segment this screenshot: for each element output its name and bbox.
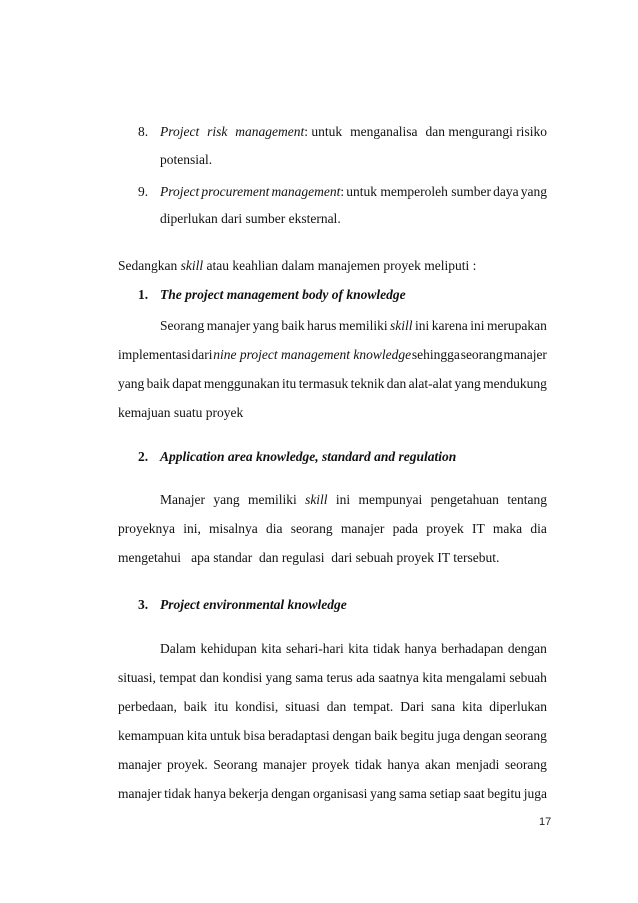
word: dengan [332, 728, 372, 743]
list-item-9-line1 [138, 184, 547, 200]
word: sehingga [411, 347, 460, 362]
word: dapat [172, 376, 202, 391]
italic-term: management [235, 124, 305, 139]
word: tidak [354, 757, 382, 772]
word: bisa [243, 728, 266, 743]
word: ini, [183, 521, 201, 536]
word: manajer [206, 318, 251, 333]
word: Manajer [160, 492, 205, 507]
word: baik [183, 699, 208, 714]
word: akan [425, 757, 451, 772]
word: hanya [193, 786, 227, 801]
text-fragment: atau keahlian dalam manajemen proyek meliputi : [203, 258, 477, 273]
word: merupakan [486, 318, 547, 333]
section-number: 3. [138, 597, 149, 612]
list-number: 9. [138, 184, 149, 199]
word: yang [454, 376, 481, 391]
section-2-heading [138, 449, 456, 465]
section-3-para-line3 [118, 699, 547, 715]
word: menjadi [455, 757, 500, 772]
italic-term: procurement [201, 184, 270, 199]
word: saat [463, 786, 485, 801]
word: setiap [429, 786, 461, 801]
section-1-heading [138, 287, 406, 303]
word: kehidupan [200, 641, 257, 656]
section-1-para-line2 [118, 347, 547, 363]
word: mengalami [446, 670, 506, 685]
section-number: 1. [138, 287, 149, 302]
word: proyek [426, 521, 464, 536]
word: manajer [118, 786, 162, 801]
word: begitu [400, 728, 435, 743]
word: Dari [400, 699, 425, 714]
word: manajer [340, 521, 385, 536]
text-fragment: menganalisa [350, 124, 418, 139]
word: misalnya [209, 521, 258, 536]
word: saatnya [378, 670, 419, 685]
word: ini [335, 492, 351, 507]
word: proyeknya [118, 521, 175, 536]
italic-term: Project [160, 124, 200, 139]
word: memiliki [247, 492, 297, 507]
word: Seorang [213, 757, 258, 772]
word: Seorang [160, 318, 205, 333]
italic-term: skill [180, 258, 204, 273]
word: baik [146, 376, 170, 391]
word: perbedaan, [118, 699, 177, 714]
word: hanya [387, 757, 420, 772]
word: proyek [311, 757, 350, 772]
word: terus [326, 670, 353, 685]
word: sebuah [509, 670, 547, 685]
word: yang [118, 376, 145, 391]
section-3-para-line4 [118, 728, 547, 744]
word: sana [431, 699, 456, 714]
word: harus [307, 318, 337, 333]
word: bekerja [228, 786, 269, 801]
section-1-para-line4: kemajuan suatu proyek [118, 405, 244, 420]
word: ada [356, 670, 375, 685]
word: seorang [504, 757, 547, 772]
word: beradaptasi [268, 728, 330, 743]
section-1-para-line3 [118, 376, 547, 392]
word: kita [462, 699, 483, 714]
word: hanya [404, 641, 437, 656]
section-3-para-line1 [160, 641, 547, 657]
word: tidak [164, 786, 192, 801]
word: manajer [262, 757, 307, 772]
italic-term: risk [207, 124, 228, 139]
section-3-para-line5 [118, 757, 547, 773]
word: yang [370, 786, 397, 801]
word: baik [374, 728, 398, 743]
word: yang [265, 670, 292, 685]
word: alat-alat [408, 376, 453, 391]
section-title: The project management body of knowledge [160, 287, 406, 302]
word: seorang [504, 728, 547, 743]
word: berhadapan [441, 641, 504, 656]
word: dengan [463, 728, 503, 743]
italic-term: skill [305, 492, 328, 507]
list-number: 8. [138, 124, 149, 139]
word: kita [186, 728, 208, 743]
section-3-para-line2 [118, 670, 547, 686]
list-item-8-line1 [138, 124, 547, 140]
list-item-9-line2: diperlukan dari sumber eksternal. [160, 211, 341, 226]
word: teknik [350, 376, 385, 391]
word: ini [415, 318, 430, 333]
word: dari [191, 347, 213, 362]
section-3-heading [138, 597, 347, 613]
word: organisasi [312, 786, 368, 801]
word: dengan [507, 641, 547, 656]
word: manajer [503, 347, 547, 362]
section-2-para-line2 [118, 521, 547, 537]
word: manajer [118, 757, 162, 772]
word: kita [422, 670, 443, 685]
word: juga [523, 786, 547, 801]
word: tentang [507, 492, 547, 507]
word: pengetahuan [430, 492, 499, 507]
italic-term: skill [390, 318, 413, 333]
word: itu [282, 376, 297, 391]
word: maka [492, 521, 523, 536]
section-2-para-line3: mengetahui apa standar dan regulasi dari sebuah proyek IT tersebut. [118, 550, 500, 565]
italic-term: Project [160, 184, 200, 199]
word: sama [399, 786, 427, 801]
word: dan [199, 670, 220, 685]
word: dia [265, 521, 283, 536]
text-fragment: : untuk [304, 124, 343, 139]
text-fragment: dan mengurangi risiko [425, 124, 547, 139]
intro-paragraph [118, 258, 476, 274]
word: dan [326, 699, 347, 714]
word: dia [530, 521, 547, 536]
word: baik [281, 318, 305, 333]
word: tempat. [353, 699, 394, 714]
word: begitu [487, 786, 522, 801]
word: mempunyai [358, 492, 423, 507]
text-fragment: : [340, 184, 345, 199]
word: pada [392, 521, 419, 536]
word: menggunakan [203, 376, 280, 391]
section-title: Application area knowledge, standard and regulation [160, 449, 457, 464]
word: tempat [159, 670, 197, 685]
word: itu [213, 699, 229, 714]
word: sehari-hari [286, 641, 344, 656]
italic-term: nine project management knowledge [213, 347, 412, 362]
word: kemampuan [118, 728, 184, 743]
word: Dalam [160, 641, 196, 656]
list-item-8-line2: potensial. [160, 152, 213, 167]
word: seorang [460, 347, 503, 362]
section-title: Project environmental knowledge [160, 597, 347, 612]
word: untuk [209, 728, 241, 743]
word: situasi [285, 699, 320, 714]
word: karena [431, 318, 468, 333]
word: ini [470, 318, 485, 333]
word: mendukung [483, 376, 547, 391]
section-3-para-line6 [118, 786, 547, 802]
word: seorang [290, 521, 333, 536]
word: implementasi [118, 347, 191, 362]
word: yang [213, 492, 240, 507]
word: juga [436, 728, 461, 743]
italic-term: management [271, 184, 341, 199]
word: kita [348, 641, 369, 656]
word: diperlukan [489, 699, 547, 714]
word: situasi, [118, 670, 156, 685]
word: kondisi [222, 670, 263, 685]
word: dan [386, 376, 407, 391]
word: sama [295, 670, 324, 685]
word: tidak [372, 641, 400, 656]
word: kita [261, 641, 282, 656]
word: IT [471, 521, 485, 536]
text-fragment: daya [493, 184, 519, 199]
word: yang [252, 318, 279, 333]
word: termasuk [298, 376, 349, 391]
text-fragment: untuk memperoleh sumber [346, 184, 492, 199]
section-number: 2. [138, 449, 149, 464]
section-2-para-line1 [160, 492, 547, 508]
word: proyek. [166, 757, 208, 772]
text-fragment: Sedangkan [118, 258, 181, 273]
word: memiliki [338, 318, 388, 333]
section-1-para-line1 [160, 318, 547, 334]
word: kondisi, [235, 699, 279, 714]
word: dengan [271, 786, 311, 801]
text-fragment: yang [520, 184, 547, 199]
page-number: 17 [539, 816, 552, 828]
